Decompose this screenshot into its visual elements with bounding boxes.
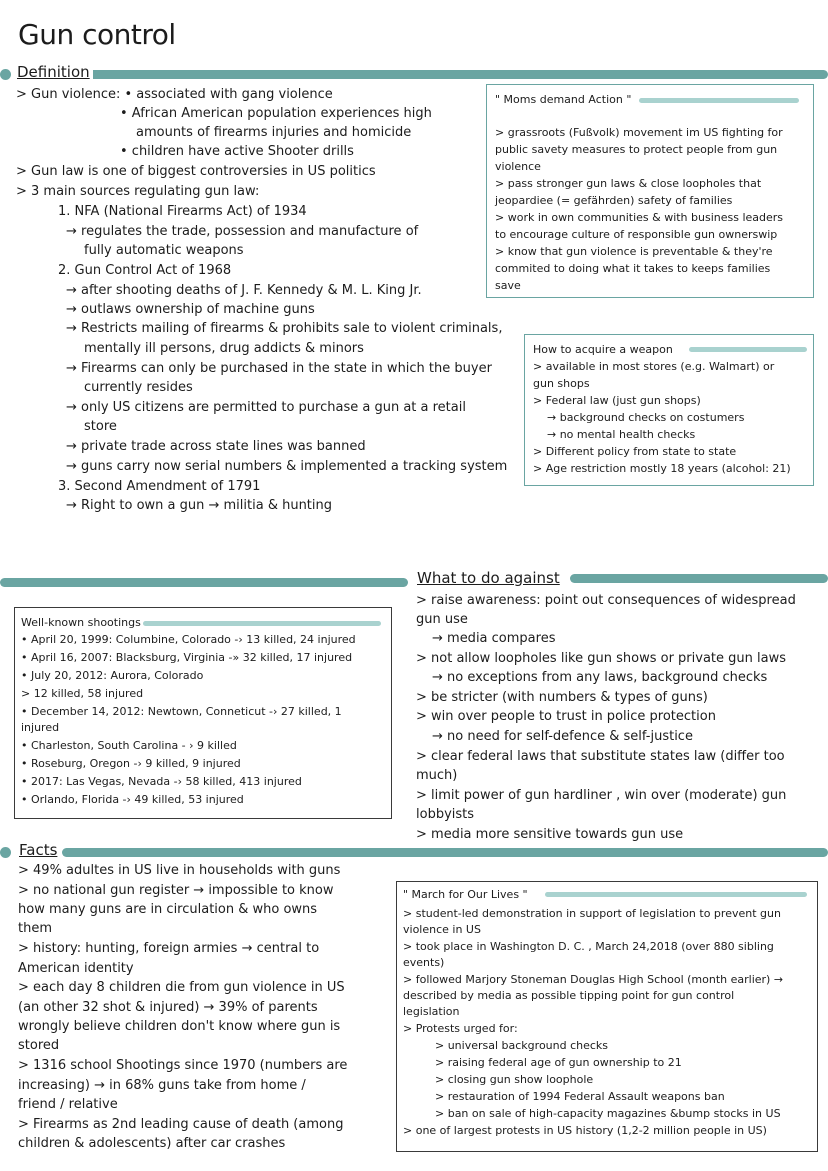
march-line: > one of largest protests in US history (1,2-2 million people in US) bbox=[403, 1124, 767, 1137]
acquire-weapon-box bbox=[524, 334, 814, 486]
facts-line: friend / relative bbox=[18, 1097, 118, 1112]
march-line: legislation bbox=[403, 1005, 460, 1018]
shootings-line: • Orlando, Florida -› 49 killed, 53 injured bbox=[21, 793, 244, 806]
definition-line: 1. NFA (National Firearms Act) of 1934 bbox=[58, 204, 307, 219]
acquire-line: → no mental health checks bbox=[547, 428, 696, 441]
moms-line: to encourage culture of responsible gun ownerswip bbox=[495, 228, 778, 241]
section-bar-dot bbox=[0, 847, 11, 858]
whattodo-line: > clear federal laws that substitute states law (differ too bbox=[416, 749, 785, 764]
acquire-line: > Age restriction mostly 18 years (alcohol: 21) bbox=[533, 462, 791, 475]
march-line: > closing gun show loophole bbox=[435, 1073, 594, 1086]
box-title-bar bbox=[545, 892, 807, 897]
shootings-box bbox=[14, 607, 392, 819]
march-line: > ban on sale of high-capacity magazines &bump stocks in US bbox=[435, 1107, 781, 1120]
facts-line: > history: hunting, foreign armies → central to bbox=[18, 941, 320, 956]
moms-line: > grassroots (Fußvolk) movement im US fighting for bbox=[495, 126, 783, 139]
definition-heading: Definition bbox=[14, 63, 93, 81]
facts-line: > 1316 school Shootings since 1970 (numbers are bbox=[18, 1058, 348, 1073]
facts-line: increasing) → in 68% guns take from home / bbox=[18, 1078, 306, 1093]
definition-line: > 3 main sources regulating gun law: bbox=[16, 184, 260, 199]
definition-line: > Gun violence: • associated with gang violence bbox=[16, 87, 333, 102]
definition-line: → Right to own a gun → militia & hunting bbox=[66, 498, 333, 513]
whattodo-line: lobbyists bbox=[416, 807, 475, 822]
definition-line: 2. Gun Control Act of 1968 bbox=[58, 263, 232, 278]
march-line: > followed Marjory Stoneman Douglas High School (month earlier) → bbox=[403, 973, 784, 986]
march-line: > universal background checks bbox=[435, 1039, 609, 1052]
definition-line: → after shooting deaths of J. F. Kennedy & M. L. King Jr. bbox=[66, 283, 422, 298]
box-title-bar bbox=[689, 347, 807, 352]
facts-line: > each day 8 children die from gun violence in US bbox=[18, 980, 345, 995]
definition-line: > Gun law is one of biggest controversies in US politics bbox=[16, 164, 376, 179]
section-bar bbox=[62, 848, 828, 857]
moms-line: public savety measures to protect people from gun bbox=[495, 143, 778, 156]
acquire-line: → background checks on costumers bbox=[547, 411, 745, 424]
moms-line: > work in own communities & with business leaders bbox=[495, 211, 784, 224]
whattodo-line: > win over people to trust in police protection bbox=[416, 709, 716, 724]
definition-line: currently resides bbox=[84, 380, 193, 395]
moms-title: " Moms demand Action " bbox=[495, 93, 632, 106]
march-line: > Protests urged for: bbox=[403, 1022, 518, 1035]
section-bar bbox=[570, 574, 828, 583]
march-line: > restauration of 1994 Federal Assault weapons ban bbox=[435, 1090, 725, 1103]
whattodo-line: > raise awareness: point out consequences of widespread bbox=[416, 593, 796, 608]
section-bar bbox=[82, 70, 828, 79]
shootings-title: Well-known shootings bbox=[21, 616, 141, 629]
acquire-line: > available in most stores (e.g. Walmart) or bbox=[533, 360, 775, 373]
definition-line: → only US citizens are permitted to purchase a gun at a retail bbox=[66, 400, 466, 415]
acquire-line: > Federal law (just gun shops) bbox=[533, 394, 701, 407]
facts-line: children & adolescents) after car crashes bbox=[18, 1136, 286, 1151]
shootings-line: injured bbox=[21, 721, 60, 734]
definition-line: store bbox=[84, 419, 117, 434]
whattodo-line: → no exceptions from any laws, background checks bbox=[432, 670, 768, 685]
definition-line: → outlaws ownership of machine guns bbox=[66, 302, 315, 317]
acquire-title: How to acquire a weapon bbox=[533, 343, 673, 356]
whattodo-line: much) bbox=[416, 768, 458, 783]
shootings-line: • Roseburg, Oregon -› 9 killed, 9 injured bbox=[21, 757, 241, 770]
definition-line: fully automatic weapons bbox=[84, 243, 244, 258]
moms-line: > pass stronger gun laws & close loopholes that bbox=[495, 177, 762, 190]
definition-line: → Firearms can only be purchased in the state in which the buyer bbox=[66, 361, 492, 376]
box-title-bar bbox=[639, 98, 799, 103]
definition-line: amounts of firearms injuries and homicide bbox=[136, 125, 412, 140]
whattodo-line: → no need for self-defence & self-justice bbox=[432, 729, 693, 744]
march-line: violence in US bbox=[403, 923, 481, 936]
shootings-line: • April 20, 1999: Columbine, Colorado -› 13 killed, 24 injured bbox=[21, 633, 356, 646]
section-bar bbox=[0, 578, 408, 587]
march-line: > student-led demonstration in support of legislation to prevent gun bbox=[403, 907, 781, 920]
march-line: > took place in Washington D. C. , March 24,2018 (over 880 sibling bbox=[403, 940, 774, 953]
definition-line: → regulates the trade, possession and manufacture of bbox=[66, 224, 419, 239]
facts-line: > Firearms as 2nd leading cause of death (among bbox=[18, 1117, 344, 1132]
acquire-line: gun shops bbox=[533, 377, 590, 390]
moms-demand-action-box bbox=[486, 84, 814, 298]
moms-line: save bbox=[495, 279, 521, 292]
definition-line: → Restricts mailing of firearms & prohibits sale to violent criminals, bbox=[66, 321, 503, 336]
march-for-our-lives-box bbox=[396, 881, 818, 1152]
march-line: > raising federal age of gun ownership to 21 bbox=[435, 1056, 682, 1069]
definition-line: → private trade across state lines was banned bbox=[66, 439, 366, 454]
definition-line: → guns carry now serial numbers & implemented a tracking system bbox=[66, 459, 508, 474]
shootings-line: > 12 killed, 58 injured bbox=[21, 687, 144, 700]
moms-line: violence bbox=[495, 160, 541, 173]
shootings-line: • December 14, 2012: Newtown, Conneticut -› 27 killed, 1 bbox=[21, 705, 342, 718]
facts-line: how many guns are in circulation & who owns bbox=[18, 902, 318, 917]
march-line: events) bbox=[403, 956, 445, 969]
facts-line: (an other 32 shot & injured) → 39% of parents bbox=[18, 1000, 318, 1015]
whattodo-line: > be stricter (with numbers & types of guns) bbox=[416, 690, 708, 705]
definition-line: • African American population experiences high bbox=[120, 106, 432, 121]
definition-line: • children have active Shooter drills bbox=[120, 144, 354, 159]
facts-line: > no national gun register → impossible to know bbox=[18, 883, 334, 898]
whattodo-line: > media more sensitive towards gun use bbox=[416, 827, 684, 842]
march-line: described by media as possible tipping point for gun control bbox=[403, 989, 735, 1002]
shootings-line: • July 20, 2012: Aurora, Colorado bbox=[21, 669, 204, 682]
whattodo-line: > not allow loopholes like gun shows or private gun laws bbox=[416, 651, 786, 666]
moms-line: > know that gun violence is preventable & they're bbox=[495, 245, 773, 258]
definition-line: mentally ill persons, drug addicts & minors bbox=[84, 341, 364, 356]
whattodo-line: gun use bbox=[416, 612, 468, 627]
definition-line: 3. Second Amendment of 1791 bbox=[58, 479, 261, 494]
shootings-line: • 2017: Las Vegas, Nevada -› 58 killed, 413 injured bbox=[21, 775, 302, 788]
section-bar-dot bbox=[0, 69, 11, 80]
moms-line: commited to doing what it takes to keeps families bbox=[495, 262, 771, 275]
facts-line: them bbox=[18, 921, 52, 936]
page-title: Gun control bbox=[18, 18, 176, 51]
moms-line: jeopardiee (= gefährden) safety of families bbox=[495, 194, 733, 207]
facts-heading: Facts bbox=[16, 841, 60, 859]
shootings-line: • April 16, 2007: Blacksburg, Virginia -» 32 killed, 17 injured bbox=[21, 651, 353, 664]
facts-line: wrongly believe children don't know where gun is bbox=[18, 1019, 341, 1034]
march-title: " March for Our Lives " bbox=[403, 888, 528, 901]
facts-line: American identity bbox=[18, 961, 134, 976]
whattodo-line: > limit power of gun hardliner , win over (moderate) gun bbox=[416, 788, 787, 803]
acquire-line: > Different policy from state to state bbox=[533, 445, 737, 458]
facts-line: > 49% adultes in US live in households with guns bbox=[18, 863, 341, 878]
shootings-line: • Charleston, South Carolina - › 9 killed bbox=[21, 739, 237, 752]
whattodo-line: → media compares bbox=[432, 631, 556, 646]
facts-line: stored bbox=[18, 1038, 60, 1053]
box-title-bar bbox=[143, 621, 381, 626]
what-to-do-heading: What to do against bbox=[414, 569, 563, 587]
